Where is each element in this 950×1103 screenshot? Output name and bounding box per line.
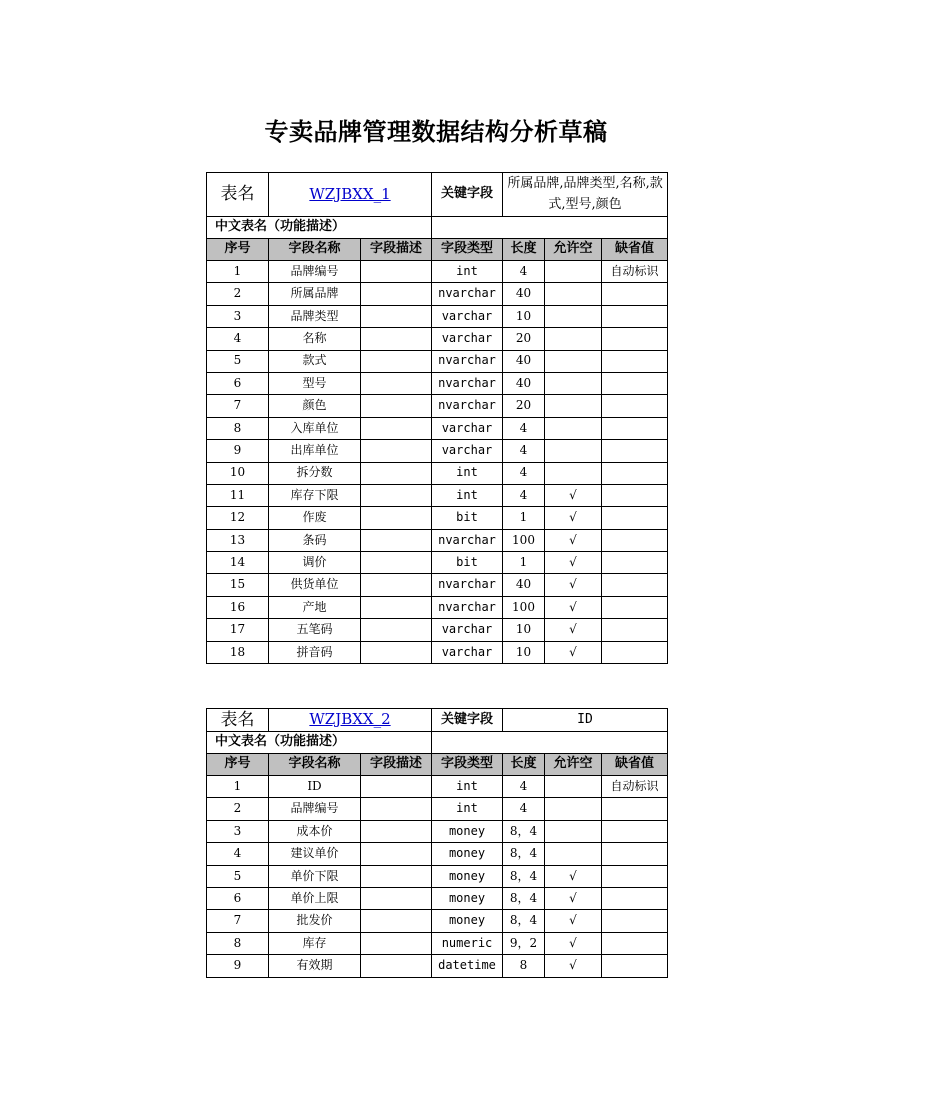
cell-default (602, 955, 668, 977)
col-header-field-name: 字段名称 (269, 239, 361, 261)
cell-field-type: datetime (432, 955, 503, 977)
cell-field-type: bit (432, 507, 503, 529)
table-name-cell (269, 173, 432, 217)
cell-length: 100 (503, 596, 545, 618)
cell-field-name: 单价下限 (269, 865, 361, 887)
cell-field-type: varchar (432, 641, 503, 663)
cell-field-type: int (432, 462, 503, 484)
cell-default (602, 462, 668, 484)
cell-field-desc (361, 529, 432, 551)
cell-field-type: int (432, 261, 503, 283)
table-row (207, 932, 668, 954)
table-row (207, 596, 668, 618)
cell-field-desc (361, 372, 432, 394)
cell-default (602, 798, 668, 820)
cell-field-name: 品牌编号 (269, 261, 361, 283)
col-header-seq: 序号 (207, 239, 269, 261)
cell-default (602, 372, 668, 394)
cell-nullable: √ (545, 529, 602, 551)
cell-nullable (545, 820, 602, 842)
cell-field-desc (361, 641, 432, 663)
table-row (207, 440, 668, 462)
table-row (207, 888, 668, 910)
cell-field-name: 名称 (269, 328, 361, 350)
cell-field-type: money (432, 820, 503, 842)
cell-nullable: √ (545, 910, 602, 932)
cell-length: 8，4 (503, 843, 545, 865)
cell-seq: 10 (207, 462, 269, 484)
cell-field-desc (361, 619, 432, 641)
cell-default (602, 350, 668, 372)
cell-nullable (545, 283, 602, 305)
cell-field-name: 作废 (269, 507, 361, 529)
cell-field-type: nvarchar (432, 574, 503, 596)
cell-nullable: √ (545, 932, 602, 954)
cell-field-desc (361, 395, 432, 417)
cell-default (602, 283, 668, 305)
cell-field-type: nvarchar (432, 395, 503, 417)
cell-default: 自动标识 (602, 776, 668, 798)
col-header-field-name: 字段名称 (269, 754, 361, 776)
cell-seq: 7 (207, 395, 269, 417)
cell-field-name: 型号 (269, 372, 361, 394)
cell-nullable: √ (545, 888, 602, 910)
cell-field-name: 库存 (269, 932, 361, 954)
cell-nullable (545, 372, 602, 394)
cell-length: 10 (503, 619, 545, 641)
table-name-link[interactable]: WZJBXX_2 (309, 710, 391, 729)
cell-seq: 6 (207, 372, 269, 394)
cell-field-name: 建议单价 (269, 843, 361, 865)
key-field-value: 所属品牌,品牌类型,名称,款式,型号,颜色 (503, 173, 668, 217)
cell-default (602, 440, 668, 462)
cell-field-type: varchar (432, 305, 503, 327)
cell-seq: 6 (207, 888, 269, 910)
cell-field-desc (361, 440, 432, 462)
cell-nullable (545, 798, 602, 820)
cell-length: 1 (503, 507, 545, 529)
cell-field-type: money (432, 865, 503, 887)
cell-default (602, 641, 668, 663)
cell-length: 4 (503, 440, 545, 462)
cell-field-desc (361, 955, 432, 977)
col-header-default: 缺省值 (602, 754, 668, 776)
cell-field-desc (361, 888, 432, 910)
table-name-label: 表名 (207, 709, 269, 732)
cell-field-type: int (432, 484, 503, 506)
table-row (207, 283, 668, 305)
cell-field-type: bit (432, 552, 503, 574)
cell-nullable: √ (545, 484, 602, 506)
cell-field-name: 入库单位 (269, 417, 361, 439)
cell-field-desc (361, 507, 432, 529)
cell-field-name: 五笔码 (269, 619, 361, 641)
cell-field-name: 调价 (269, 552, 361, 574)
cell-field-type: nvarchar (432, 596, 503, 618)
cell-seq: 9 (207, 440, 269, 462)
cell-length: 8，4 (503, 910, 545, 932)
key-field-value: ID (503, 709, 668, 732)
cell-length: 100 (503, 529, 545, 551)
cell-length: 8，4 (503, 865, 545, 887)
cell-nullable (545, 776, 602, 798)
cell-length: 4 (503, 798, 545, 820)
cell-length: 20 (503, 395, 545, 417)
cell-seq: 4 (207, 843, 269, 865)
cell-field-type: varchar (432, 417, 503, 439)
table-row (207, 261, 668, 283)
cell-field-type: money (432, 910, 503, 932)
cell-default (602, 305, 668, 327)
table-spec-1 (206, 172, 668, 664)
cell-length: 9，2 (503, 932, 545, 954)
cell-length: 40 (503, 283, 545, 305)
cell-field-type: numeric (432, 932, 503, 954)
cell-field-type: varchar (432, 619, 503, 641)
cell-nullable: √ (545, 574, 602, 596)
cell-field-name: 供货单位 (269, 574, 361, 596)
cell-field-type: money (432, 888, 503, 910)
table-row (207, 350, 668, 372)
cell-field-desc (361, 552, 432, 574)
table-row (207, 776, 668, 798)
cell-field-type: nvarchar (432, 350, 503, 372)
col-header-field-type: 字段类型 (432, 754, 503, 776)
cell-length: 40 (503, 350, 545, 372)
table-row (207, 955, 668, 977)
cell-nullable: √ (545, 955, 602, 977)
cell-field-desc (361, 820, 432, 842)
table-name-label: 表名 (207, 173, 269, 217)
col-header-field-desc: 字段描述 (361, 239, 432, 261)
table-row (207, 910, 668, 932)
cell-field-name: 品牌类型 (269, 305, 361, 327)
cell-field-desc (361, 910, 432, 932)
table-row (207, 798, 668, 820)
cell-default (602, 619, 668, 641)
cell-default (602, 843, 668, 865)
cell-field-desc (361, 484, 432, 506)
cell-length: 4 (503, 417, 545, 439)
cell-default (602, 932, 668, 954)
col-header-field-desc: 字段描述 (361, 754, 432, 776)
column-header-row (207, 754, 668, 776)
cell-field-name: 品牌编号 (269, 798, 361, 820)
cell-field-name: 拆分数 (269, 462, 361, 484)
table-row (207, 843, 668, 865)
column-header-row (207, 239, 668, 261)
cell-field-name: 产地 (269, 596, 361, 618)
cell-default (602, 910, 668, 932)
table-row (207, 507, 668, 529)
cell-default (602, 529, 668, 551)
cell-length: 8，4 (503, 820, 545, 842)
key-field-label: 关键字段 (432, 173, 503, 217)
cell-length: 10 (503, 305, 545, 327)
cell-field-name: 成本价 (269, 820, 361, 842)
cell-seq: 1 (207, 261, 269, 283)
cell-nullable: √ (545, 641, 602, 663)
cell-field-type: varchar (432, 440, 503, 462)
table-row (207, 552, 668, 574)
cell-nullable (545, 305, 602, 327)
table-row (207, 417, 668, 439)
cell-default (602, 820, 668, 842)
cell-field-name: 有效期 (269, 955, 361, 977)
cell-nullable (545, 440, 602, 462)
cell-default (602, 574, 668, 596)
cell-default (602, 888, 668, 910)
key-field-label: 关键字段 (432, 709, 503, 732)
table-row (207, 641, 668, 663)
cell-seq: 14 (207, 552, 269, 574)
cell-nullable (545, 350, 602, 372)
cell-field-desc (361, 843, 432, 865)
cell-field-name: 单价上限 (269, 888, 361, 910)
cell-default (602, 484, 668, 506)
cell-field-desc (361, 865, 432, 887)
cell-field-desc (361, 305, 432, 327)
cell-field-desc (361, 596, 432, 618)
cell-seq: 3 (207, 305, 269, 327)
cell-field-name: 库存下限 (269, 484, 361, 506)
cn-table-name-label: 中文表名（功能描述） (207, 217, 432, 239)
cell-length: 8，4 (503, 888, 545, 910)
cell-field-name: 出库单位 (269, 440, 361, 462)
cell-field-desc (361, 328, 432, 350)
table-spec-2 (206, 708, 668, 978)
col-header-default: 缺省值 (602, 239, 668, 261)
table-row (207, 529, 668, 551)
cell-nullable (545, 328, 602, 350)
cell-default (602, 395, 668, 417)
table-row (207, 484, 668, 506)
col-header-seq: 序号 (207, 754, 269, 776)
cn-table-name-label: 中文表名（功能描述） (207, 732, 432, 754)
cell-nullable: √ (545, 596, 602, 618)
cell-length: 40 (503, 574, 545, 596)
cell-seq: 18 (207, 641, 269, 663)
cell-field-type: nvarchar (432, 372, 503, 394)
cell-seq: 1 (207, 776, 269, 798)
col-header-length: 长度 (503, 754, 545, 776)
cell-nullable (545, 462, 602, 484)
table-name-cell (269, 709, 432, 732)
cell-seq: 13 (207, 529, 269, 551)
cell-field-desc (361, 798, 432, 820)
cell-default (602, 865, 668, 887)
cell-field-desc (361, 417, 432, 439)
cell-length: 8 (503, 955, 545, 977)
cell-field-name: 批发价 (269, 910, 361, 932)
cell-length: 4 (503, 462, 545, 484)
cell-seq: 16 (207, 596, 269, 618)
cell-seq: 11 (207, 484, 269, 506)
cell-seq: 2 (207, 283, 269, 305)
cell-nullable (545, 395, 602, 417)
cell-seq: 8 (207, 417, 269, 439)
cell-seq: 4 (207, 328, 269, 350)
col-header-field-type: 字段类型 (432, 239, 503, 261)
cell-field-name: 款式 (269, 350, 361, 372)
cell-field-name: ID (269, 776, 361, 798)
col-header-nullable: 允许空 (545, 754, 602, 776)
cell-field-type: money (432, 843, 503, 865)
cell-nullable (545, 843, 602, 865)
cell-length: 40 (503, 372, 545, 394)
cell-field-desc (361, 932, 432, 954)
cell-field-name: 颜色 (269, 395, 361, 417)
table-row (207, 462, 668, 484)
table-row (207, 328, 668, 350)
cell-default (602, 507, 668, 529)
cell-field-name: 所属品牌 (269, 283, 361, 305)
table-row (207, 305, 668, 327)
cell-seq: 3 (207, 820, 269, 842)
cell-field-type: nvarchar (432, 529, 503, 551)
cell-nullable (545, 417, 602, 439)
col-header-length: 长度 (503, 239, 545, 261)
cell-seq: 17 (207, 619, 269, 641)
cn-table-name-value (432, 217, 668, 239)
cell-field-desc (361, 462, 432, 484)
cell-field-name: 拼音码 (269, 641, 361, 663)
cn-table-name-value (432, 732, 668, 754)
cell-field-desc (361, 574, 432, 596)
cell-seq: 9 (207, 955, 269, 977)
table-row (207, 865, 668, 887)
table-row (207, 372, 668, 394)
cell-seq: 5 (207, 865, 269, 887)
cell-seq: 12 (207, 507, 269, 529)
cell-nullable: √ (545, 865, 602, 887)
cell-field-name: 条码 (269, 529, 361, 551)
cell-seq: 15 (207, 574, 269, 596)
cell-field-type: int (432, 776, 503, 798)
cell-seq: 5 (207, 350, 269, 372)
cell-field-desc (361, 261, 432, 283)
cell-length: 4 (503, 261, 545, 283)
table-row (207, 574, 668, 596)
cell-field-type: varchar (432, 328, 503, 350)
cell-seq: 7 (207, 910, 269, 932)
document-title: 专卖品牌管理数据结构分析草稿 (264, 117, 608, 146)
table-row (207, 395, 668, 417)
cell-length: 1 (503, 552, 545, 574)
cell-field-type: int (432, 798, 503, 820)
cell-length: 20 (503, 328, 545, 350)
cell-seq: 8 (207, 932, 269, 954)
cell-default (602, 328, 668, 350)
cell-nullable: √ (545, 552, 602, 574)
cell-default (602, 552, 668, 574)
cell-seq: 2 (207, 798, 269, 820)
cell-nullable (545, 261, 602, 283)
cell-default: 自动标识 (602, 261, 668, 283)
table-row (207, 619, 668, 641)
cell-length: 4 (503, 776, 545, 798)
table-row (207, 820, 668, 842)
cell-field-desc (361, 776, 432, 798)
cell-nullable: √ (545, 619, 602, 641)
cell-field-desc (361, 283, 432, 305)
cell-field-type: nvarchar (432, 283, 503, 305)
cell-default (602, 596, 668, 618)
cell-nullable: √ (545, 507, 602, 529)
cell-length: 10 (503, 641, 545, 663)
cell-default (602, 417, 668, 439)
col-header-nullable: 允许空 (545, 239, 602, 261)
table-name-link[interactable]: WZJBXX_1 (309, 184, 391, 203)
cell-length: 4 (503, 484, 545, 506)
cell-field-desc (361, 350, 432, 372)
